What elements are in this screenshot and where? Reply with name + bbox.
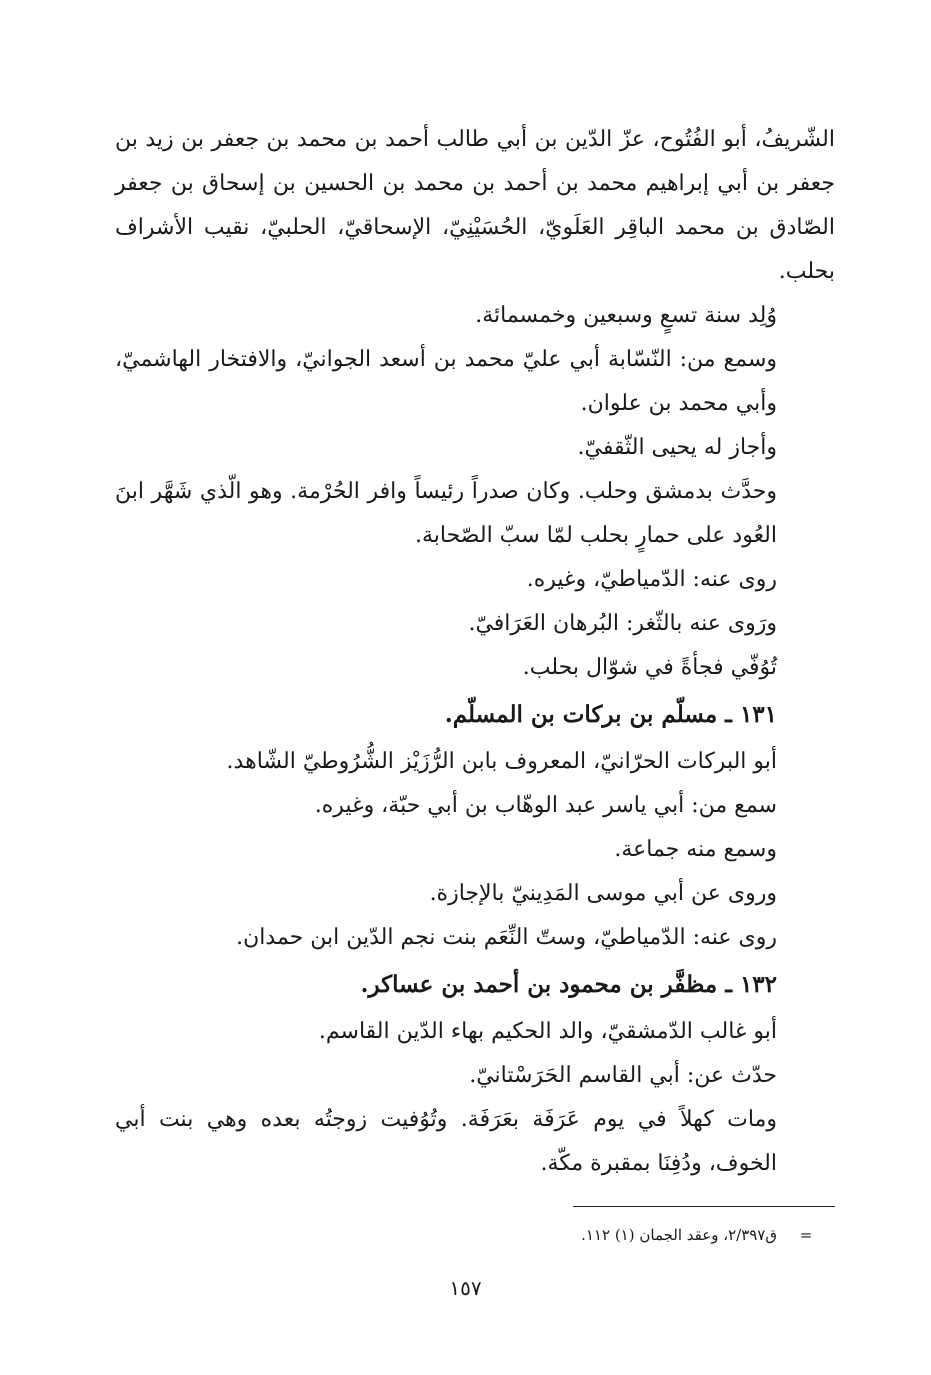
entry-131-heard-from: سمع من: أبي ياسر عبد الوهّاب بن أبي حبّة، وغيره.	[314, 793, 777, 818]
narration-paragraph: وحدَّث بدمشق وحلب. وكان صدراً رئيساً وافر الحُرْمة. وهو الّذي شَهَّر ابنَ العُود على حمارٍ بحلب لمّا سبّ الصّحابة.	[115, 479, 777, 548]
main-text	[115, 118, 835, 1186]
footnote-continuation-marker: =	[799, 1226, 813, 1244]
entry-heading-132: ١٣٢ ـ مظفَّر بن محمود بن أحمد بن عساكر.	[360, 971, 777, 998]
entry-132-death: ومات كهلاً في يوم عَرَفَة بعَرَفَة. وتُوُفيت زوجتُه بعده وهي بنت أبي الخوف، ودُفِنَا بمقبرة مكّة.	[115, 1107, 777, 1176]
birth-paragraph: وُلِد سنة تسعٍ وسبعين وخمسمائة.	[475, 303, 777, 328]
entry-heading-131: ١٣١ ـ مسلّم بن بركات بن المسلّم.	[444, 701, 777, 728]
entry-131-heard-by: وسمع منه جماعة.	[614, 837, 777, 862]
page-number: ١٥٧	[449, 1276, 482, 1300]
death-paragraph: تُوُفّي فجأةً في شوّال بحلب.	[522, 655, 777, 680]
entry-132-kunya: أبو غالب الدّمشقيّ، والد الحكيم بهاء الدّين القاسم.	[318, 1019, 777, 1044]
entry-131-ijaza: وروى عن أبي موسى المَدِينيّ بالإجازة.	[429, 881, 777, 906]
teachers-paragraph: وسمع من: النّسّابة أبي عليّ محمد بن أسعد الجوانيّ، والافتخار الهاشميّ، وأبي محمد بن علوان.	[115, 347, 777, 416]
footnote	[115, 1222, 835, 1248]
narrators-paragraph: روى عنه: الدّمياطيّ، وغيره.	[526, 567, 777, 592]
footnote-divider	[573, 1206, 835, 1207]
biography-intro-paragraph: الشّريفُ، أبو الفُتُوح، عزّ الدّين بن أبي طالب أحمد بن محمد بن جعفر بن زيد بن جعفر بن أبي إبراهيم محمد بن أحمد بن محمد بن الحسين بن إسحاق بن جعفر الصّادق بن محمد الباقِر العَلَويّ، الحُسَيْنِيّ، الإسحاقيّ، الحلبيّ، نقيب الأشراف بحلب.	[115, 127, 835, 284]
entry-131-kunya: أبو البركات الحرّانيّ، المعروف بابن الرُّزَيْز الشُّرُوطيّ الشّاهد.	[226, 749, 777, 774]
narrators-thaghr-paragraph: ورَوى عنه بالثّغر: البُرهان العَرَافيّ.	[468, 611, 777, 636]
footnote-text: ق٢/٣٩٧، وعقد الجمان (١) ١١٢.	[581, 1226, 777, 1244]
entry-131-narrators: روى عنه: الدّمياطيّ، وستّ النِّعَم بنت نجم الدّين ابن حمدان.	[236, 925, 777, 950]
entry-132-narrated-from: حدّث عن: أبي القاسم الحَرَسْتانيّ.	[469, 1063, 777, 1088]
ijaza-paragraph: وأجاز له يحيى الثّقفيّ.	[577, 435, 777, 460]
